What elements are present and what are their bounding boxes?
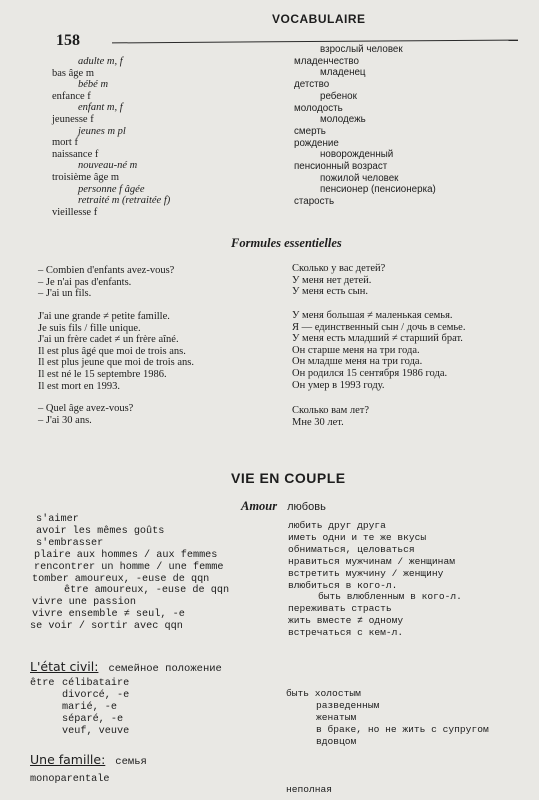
vocab-ru-item: пожилой человек (320, 172, 399, 184)
phrase-ru: Он родился 15 сентября 1986 года. (292, 367, 448, 379)
etat-fr-item: marié, -e (62, 701, 118, 713)
etat-ru-item: разведенным (316, 699, 380, 711)
couple-ru-column (288, 520, 462, 639)
phrase-ru: У меня большая ≠ маленькая семья. (292, 310, 453, 321)
etat-fr-item: séparé, -e (62, 713, 124, 725)
vocab-russian-column (294, 44, 436, 208)
vocab-ru-item: младенчество (294, 55, 359, 67)
phrase-fr: Il est mort en 1993. (38, 380, 120, 392)
vocab-ru-item: ребенок (320, 90, 357, 102)
formules-ru-block-3 (292, 405, 369, 428)
vocab-ru-item: младенец (320, 67, 366, 79)
vocab-fr-item: mort f (52, 137, 78, 149)
phrase-fr: J'ai une grande ≠ petite famille. (38, 311, 170, 322)
phrase-ru: Он старше меня на три года. (292, 344, 420, 356)
couple-fr-item: plaire aux hommes / aux femmes (34, 549, 218, 561)
couple-ru-item: любить друг друга (288, 520, 386, 531)
couple-fr-item: se voir / sortir avec qqn (30, 621, 183, 633)
vocab-french-column (52, 56, 170, 218)
vocab-ru-item: смерть (294, 125, 326, 137)
etat-civil-heading (30, 658, 222, 676)
phrase-ru: Я — единственный сын / дочь в семье. (292, 321, 466, 333)
formules-fr-block-1 (38, 265, 174, 300)
phrase-fr: J'ai un frère cadet ≠ un frère aîné. (38, 334, 179, 346)
phrase-ru: Сколько у вас детей? (292, 263, 386, 274)
vocab-fr-item: bas âge m (52, 67, 94, 79)
vocab-fr-item: adulte m, f (78, 56, 123, 67)
header-rule (112, 40, 518, 44)
vocab-fr-item: naissance f (52, 148, 99, 160)
amour-title: Amour (241, 499, 278, 513)
phrase-fr: – Je n'ai pas d'enfants. (38, 276, 132, 288)
vocab-ru-item: старость (294, 196, 335, 208)
etat-fr-column (62, 678, 129, 738)
vocab-fr-item: personne f âgée (78, 183, 145, 195)
famille-fr-item: monoparentale (30, 774, 110, 785)
famille-label: Une famille: (30, 752, 106, 767)
amour-title-ru: любовь (287, 501, 326, 513)
couple-fr-item: s'aimer (36, 514, 79, 525)
phrase-fr: Il est né le 15 septembre 1986. (38, 368, 167, 380)
vocab-ru-item: взрослый человек (320, 44, 403, 55)
running-header: VOCABULAIRE (272, 12, 366, 26)
vocab-fr-item: nouveau-né m (78, 160, 138, 172)
couple-fr-item: vivre ensemble ≠ seul, -e (32, 609, 185, 621)
vocab-fr-item: troisième âge m (52, 171, 120, 183)
etat-ru-item: женатым (316, 711, 357, 723)
amour-heading (241, 497, 326, 515)
phrase-ru: У меня есть сын. (292, 286, 368, 298)
couple-fr-item: rencontrer un homme / une femme (34, 561, 224, 573)
formules-ru-block-2 (292, 310, 465, 391)
vocab-ru-item: новорожденный (320, 149, 394, 161)
vocab-fr-item: vieillesse f (52, 206, 98, 218)
vocab-fr-item: enfance f (52, 90, 91, 102)
famille-ru: семья (115, 756, 147, 768)
vocab-ru-item: рождение (294, 137, 339, 149)
couple-ru-item: влюбиться в кого-л. (288, 579, 398, 591)
phrase-fr: – Quel âge avez-vous? (38, 403, 134, 414)
couple-fr-item: s'embrasser (36, 537, 104, 549)
etat-fr-item: célibataire (62, 678, 130, 689)
formules-ru-block-1 (292, 263, 385, 298)
vocab-fr-item: retraité m (retraitée f) (78, 195, 171, 207)
couple-ru-item: иметь одни и те же вкусы (288, 531, 427, 543)
etat-fr-item: divorcé, -e (62, 689, 130, 701)
couple-ru-item: переживать страсть (288, 603, 392, 615)
phrase-fr: – Combien d'enfants avez-vous? (38, 265, 175, 276)
vocab-ru-item: детство (294, 79, 330, 91)
vocab-fr-item: jeunesse f (52, 113, 94, 125)
phrase-ru: У меня есть младший ≠ старший брат. (292, 333, 463, 345)
vocab-fr-item: jeunes m pl (78, 125, 126, 137)
phrase-fr: – J'ai un fils. (38, 288, 92, 300)
etre-label: être (30, 678, 55, 689)
formules-fr-block-2 (38, 311, 194, 392)
couple-ru-item: быть влюбленным в кого-л. (318, 591, 462, 603)
vocab-fr-item: enfant m, f (78, 102, 123, 114)
section-heading-couple: VIE EN COUPLE (231, 470, 346, 486)
couple-ru-item: жить вместе ≠ одному (288, 615, 404, 627)
etat-ru-item: в браке, но не жить с супругом (316, 723, 489, 735)
phrase-fr: Il est plus jeune que moi de trois ans. (38, 357, 195, 369)
etat-ru-item: быть холостым (286, 688, 361, 699)
phrase-fr: – J'ai 30 ans. (38, 414, 92, 426)
phrase-ru: Мне 30 лет. (292, 416, 344, 428)
couple-ru-item: нравиться мужчинам / женщинам (288, 555, 455, 567)
couple-ru-item: обниматься, целоваться (288, 543, 415, 555)
phrase-ru: У меня нет детей. (292, 274, 372, 286)
vocab-ru-item: молодежь (320, 114, 366, 126)
etat-civil-label: L'état civil: (30, 659, 99, 674)
couple-fr-item: vivre une passion (32, 597, 136, 609)
couple-ru-item: встречаться с кем-л. (288, 627, 404, 639)
famille-ru-item: неполная (286, 784, 333, 795)
page-number: 158 (56, 32, 80, 49)
phrase-ru: Сколько вам лет? (292, 405, 370, 416)
section-heading-formules: Formules essentielles (231, 236, 342, 250)
couple-fr-item: tomber amoureux, -euse de qqn (32, 573, 210, 585)
etat-civil-ru: семейное положение (108, 663, 222, 675)
vocab-ru-item: пенсионный возраст (294, 161, 388, 173)
etat-ru-column (286, 688, 489, 748)
couple-fr-column (30, 514, 229, 633)
etat-fr-item: veuf, veuve (62, 725, 130, 737)
phrase-ru: Он младше меня на три года. (292, 356, 423, 368)
phrase-fr: Je suis fils / fille unique. (38, 322, 141, 334)
vocab-ru-item: молодость (294, 102, 343, 114)
etat-ru-item: вдовцом (316, 735, 357, 747)
phrase-ru: Он умер в 1993 году. (292, 379, 385, 391)
couple-fr-item: avoir les mêmes goûts (36, 525, 165, 537)
formules-fr-block-3 (38, 403, 133, 426)
famille-heading (30, 751, 147, 769)
couple-fr-item: être amoureux, -euse de qqn (64, 585, 230, 597)
couple-ru-item: встретить мужчину / женщину (288, 567, 444, 579)
vocab-ru-item: пенсионер (пенсионерка) (320, 184, 436, 196)
phrase-fr: Il est plus âgé que moi de trois ans. (38, 345, 186, 357)
vocab-fr-item: bébé m (78, 79, 109, 91)
